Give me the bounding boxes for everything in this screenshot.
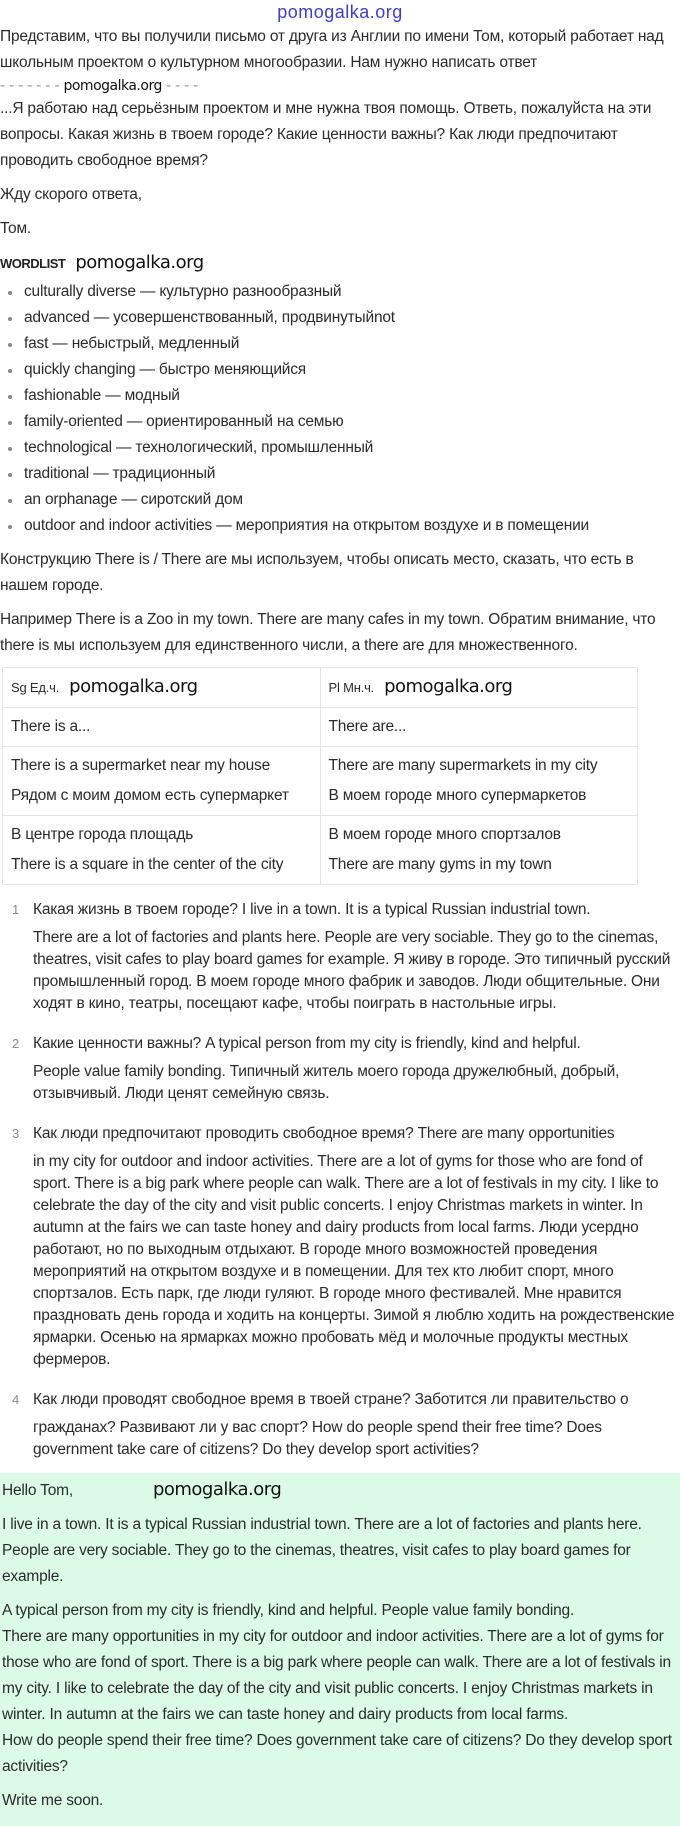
watermark: pomogalka.org <box>75 252 204 273</box>
table-cell <box>320 747 638 816</box>
cell-text: В моем городе много супермаркетов <box>328 787 587 804</box>
list-item <box>0 893 676 1015</box>
watermark: pomogalka.org <box>152 1479 282 1500</box>
table-cell <box>3 668 321 708</box>
table-row <box>3 816 638 885</box>
watermark: pomogalka.org <box>63 78 162 94</box>
table-row <box>3 668 638 708</box>
wordlist <box>0 279 674 539</box>
item-number: 3 <box>12 1126 20 1141</box>
intro-paragraph: Представим, что вы получили письмо от друга из Англии по имени Том, который работает над школьным проектом о культурном многообразии. Нам нужно написать ответ <box>0 28 664 71</box>
list-item <box>0 1383 676 1461</box>
table-cell <box>320 708 638 747</box>
site-title-watermark: pomogalka.org <box>277 2 403 22</box>
table-cell <box>3 708 321 747</box>
letter-greeting: Hello Tom, <box>2 1482 73 1499</box>
answer-text: There are a lot of factories and plants here. People are very sociable. They go to the cinemas, theatres, visit cafes to play board games for example. Я живу в городе. Это типичный русский промышленный город. В моем городе много фабрик и заводов. Люди общительные. Они ходят в кино, театры, посещают кафе, чтобы поиграть в настольные игры. <box>33 929 671 1012</box>
letter-greeting-line <box>0 1477 680 1504</box>
table-row <box>3 747 638 816</box>
cell-text: There are many gyms in my town <box>328 856 552 873</box>
answer-text: in my city for outdoor and indoor activities. There are a lot of gyms for those who are fond of sport. There is a big park where people can walk. There are a lot of festivals in my city. I like to celebrate the day of the city and visit public concerts. I enjoy Christmas markets in winter. In autumn at the fairs we can taste honey and dairy products from local farms. Люди усердно работают, но по выходным отдыхают. В городе много возможностей проведения мероприятий на открытом воздухе и в помещении. Для тех кто любит спорт, много спортзалов. Есть парк, где люди гуляют. В городе много фестивалей. Мне нравится праздновать день города и ходить на концерты. Зимой я люблю ходить на рождественские ярмарки. Осенью на ярмарках можно пробовать мёд и молочные продукты местных фермеров. <box>33 1153 675 1368</box>
list-item: an orphanage — сиротский дом <box>24 487 674 513</box>
list-item: advanced — усовершенствованный, продвинутыйnot <box>24 305 674 331</box>
answer-text: гражданах? Развивают ли у вас спорт? How do people spend their free time? Does government take care of citizens? Do they develop sport activities? <box>33 1419 602 1458</box>
answer-text: People value family bonding. Типичный житель моего города дружелюбный, добрый, отзывчивый. Люди ценят семейную связь. <box>33 1063 620 1102</box>
list-item: fast — небыстрый, медленный <box>24 331 674 357</box>
closing-line: Жду скорого ответа, <box>0 186 142 203</box>
example-paragraph: Например There is a Zoo in my town. There are many cafes in my town. Обратим внимание, что there is мы используем для единственного числи, а there are для множественного. <box>0 611 656 654</box>
list-item: culturally diverse — культурно разнообразный <box>24 279 674 305</box>
cell-text: Pl Мн.ч. <box>328 680 375 695</box>
letter-paragraph: How do people spend their free time? Does government take care of citizens? Do they develop sport activities? <box>2 1732 672 1775</box>
letter-answer <box>0 1473 680 1826</box>
cell-text: There are... <box>328 718 407 735</box>
cell-text: В центре города площадь <box>11 826 194 843</box>
wordlist-title: WORDLIST <box>0 256 66 271</box>
cell-text: Sg Ед.ч. <box>11 680 60 695</box>
cell-text: В моем городе много спортзалов <box>328 826 561 843</box>
item-number: 4 <box>12 1392 20 1407</box>
watermark: pomogalka.org <box>384 676 513 697</box>
letter-paragraph: There are many opportunities in my city for outdoor and indoor activities. There are a lot of gyms for those who are fond of sport. There is a big park where people can walk. There are a lot of festivals in my city. I like to celebrate the day of the city and visit public concerts. I enjoy Christmas markets in winter. In autumn at the fairs we can taste honey and dairy products from local farms. <box>2 1628 671 1723</box>
list-item: outdoor and indoor activities — мероприятия на открытом воздухе и в помещении <box>24 513 674 539</box>
cell-text: There is a supermarket near my house <box>11 757 271 774</box>
list-item <box>0 1027 676 1105</box>
table-cell <box>320 668 638 708</box>
table-row <box>3 708 638 747</box>
list-item: quickly changing — быстро меняющийся <box>24 357 674 383</box>
questions-list <box>0 893 676 1461</box>
list-item <box>0 1117 676 1371</box>
question-text: Как люди предпочитают проводить свободное время? There are many opportunities <box>33 1125 615 1142</box>
question-text: Какие ценности важны? A typical person from my city is friendly, kind and helpful. <box>33 1035 581 1052</box>
table-cell <box>3 747 321 816</box>
question-text: Как люди проводят свободное время в твоей стране? Заботится ли правительство о <box>33 1391 629 1408</box>
quote-paragraph: ...Я работаю над серьёзным проектом и мне нужна твоя помощь. Ответь, пожалуйста на эти вопросы. Какая жизнь в твоем городе? Какие ценности важны? Как люди предпочитают проводить свободное время? <box>0 100 652 169</box>
item-number: 1 <box>12 902 20 917</box>
question-text: Какая жизнь в твоем городе? I live in a town. It is a typical Russian industrial town. <box>33 901 591 918</box>
table-cell <box>320 816 638 885</box>
item-number: 2 <box>12 1036 20 1051</box>
list-item: family-oriented — ориентированный на семью <box>24 409 674 435</box>
list-item: technological — технологический, промышленный <box>24 435 674 461</box>
list-item: fashionable — модный <box>24 383 674 409</box>
table-cell <box>3 816 321 885</box>
cell-text: There is a square in the center of the city <box>11 856 284 873</box>
cell-text: Рядом с моим домом есть супермаркет <box>11 787 289 804</box>
letter-closing: Write me soon. <box>2 1792 104 1809</box>
divider: - - - - - - - pomogalka.org - - - - <box>0 77 199 94</box>
list-item: traditional — традиционный <box>24 461 674 487</box>
grammar-table <box>2 667 638 885</box>
wordlist-heading <box>0 248 680 279</box>
watermark: pomogalka.org <box>69 676 198 697</box>
construction-paragraph: Конструкцию There is / There are мы используем, чтобы описать место, сказать, что есть в нашем городе. <box>0 551 634 594</box>
cell-text: There is a... <box>11 718 91 735</box>
letter-paragraph: A typical person from my city is friendly, kind and helpful. People value family bonding. <box>2 1602 575 1619</box>
letter-paragraph: I live in a town. It is a typical Russian industrial town. There are a lot of factories and plants here. People are very sociable. They go to the cinemas, theatres, visit cafes to play board games for example. <box>2 1516 642 1585</box>
signature: Том. <box>0 220 32 237</box>
cell-text: There are many supermarkets in my city <box>328 757 598 774</box>
